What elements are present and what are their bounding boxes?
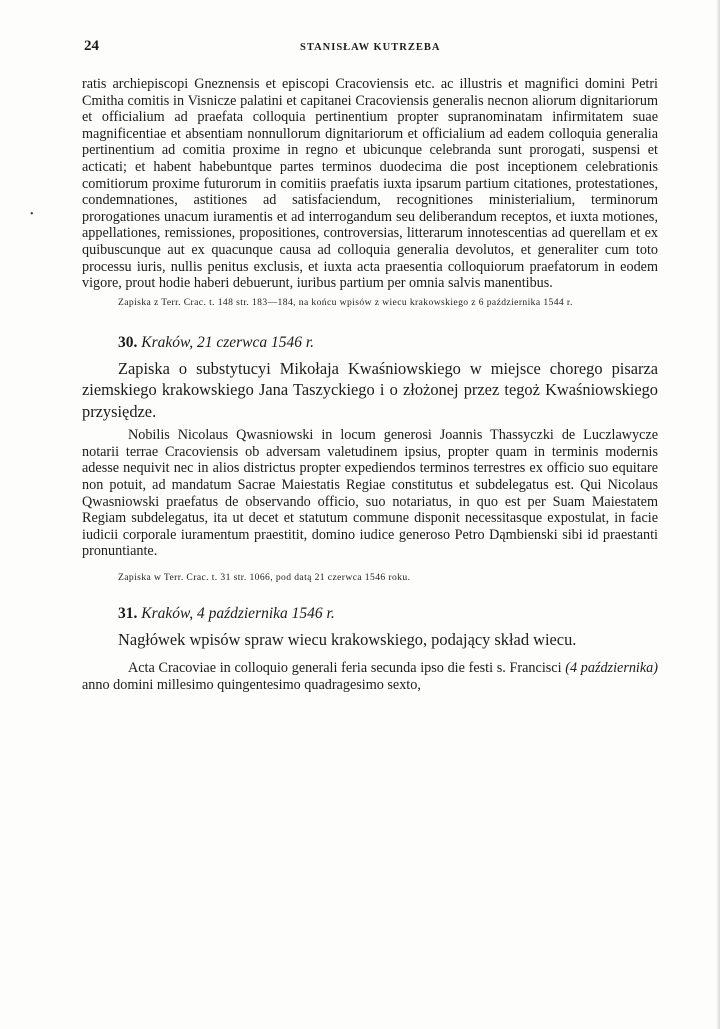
entry-30-place-date: Kraków, 21 czerwca 1546 r. <box>141 333 315 351</box>
entry-31-text-end: anno domini millesimo quingentesimo quadragesimo sexto, <box>82 677 421 694</box>
page-number: 24 <box>84 38 99 54</box>
entry-31-summary: Nagłówek wpisów spraw wiecu krakowskiego, podający skład wiecu. <box>118 629 577 649</box>
running-title: STANISŁAW KUTRZEBA <box>300 42 441 53</box>
page-header <box>82 36 658 66</box>
entry-31-place-date: Kraków, 4 października 1546 r. <box>141 604 335 622</box>
entry-31-text <box>82 660 658 693</box>
paragraph-continued: ratis archiepiscopi Gneznensis et episcopi Cracoviensis etc. ac illustris et magnifici domini Petri Cmitha comitis in Visnicze palatini et capitanei Cracoviensis generalis necnon aliorum dignitariorum et officialium ad praefata colloquia pertinentium propter supranominatam infirmitatem suae magnificentiae et absentiam nonnullorum dignitariorum et officialium ad eadem colloquia generalia pertinentium ad comitia proxime in regno et ubicunque celebranda sunt prorogati, suspensi et acticati; et habent habebuntque partes terminos duodecima die post inceptionem celebrationis comitiorum proxime futurorum in comitiis praefatis iuxta ipsarum partium citationes, protestationes, condemnationes, astitiones ad satisfaciendum, recognitiones ministerialium, terminorum prorogationes unacum iuramentis et ad interrogandum seu deliberandum receptos, et iuxta motiones, appellationes, remissiones, propositiones, controversias, litterarum innotescentias ad querellam et ex quibuscunque aut ex quacunque causa ad colloquia generalia devolutos, et generaliter cum toto processu iuris, nullis penitus exclusis, et iuxta acta praesentia colloquiorum praefatorum in eodem vigore, prout hodie haberi debuerunt, iuribus partium per omnia salvis manentibus. <box>82 76 658 292</box>
source-note-1: Zapiska z Terr. Crac. t. 148 str. 183—184, na końcu wpisów z wiecu krakowskiego z 6 października 1544 r. <box>118 296 573 308</box>
entry-31-text-date: (4 października) <box>565 660 658 677</box>
document-page <box>82 36 658 694</box>
entry-30-summary: Zapiska o substytucyi Mikołaja Kwaśniowskiego w miejsce chorego pisarza ziemskiego krakowskiego Jana Taszyckiego i o złożonej przez tegoż Kwaśniowskiego przysiędze. <box>82 358 658 421</box>
entry-31-number: 31. <box>118 604 138 622</box>
page-edge-shadow <box>716 0 720 1029</box>
entry-30-source-note: Zapiska w Terr. Crac. t. 31 str. 1066, pod datą 21 czerwca 1546 roku. <box>118 571 411 583</box>
entry-31-heading <box>118 605 658 623</box>
entry-31-text-start: Acta Cracoviae in colloquio generali feria secunda ipso die festi s. Francisci <box>128 660 566 677</box>
margin-mark: • <box>30 209 34 220</box>
entry-30-number: 30. <box>118 333 138 351</box>
entry-30-heading <box>118 334 658 352</box>
entry-30-text: Nobilis Nicolaus Qwasniowski in locum generosi Joannis Thassyczki de Luczlawycze notarii terrae Cracoviensis ob adversam valetudinem ipsius, propter quam in terminis modernis adesse nequivit nec in alios districtus propter expediendos terminos terrestres ex officio suo equitare non potuit, ad mandatum Sacrae Maiestatis Regiae constitutus et subdelegatus est. Qui Nicolaus Qwasniowski praefatus de observando officio, suo notariatus, in quo est per Suam Maiestatem Regiam subdelegatus, ita ut decet et statutum commune disponit necessitasque expostulat, in facie iudicii corporale iuramentum praestitit, domino iudice generoso Petro Dąmbienski sibi id praestanti pronuntiante. <box>82 427 658 560</box>
